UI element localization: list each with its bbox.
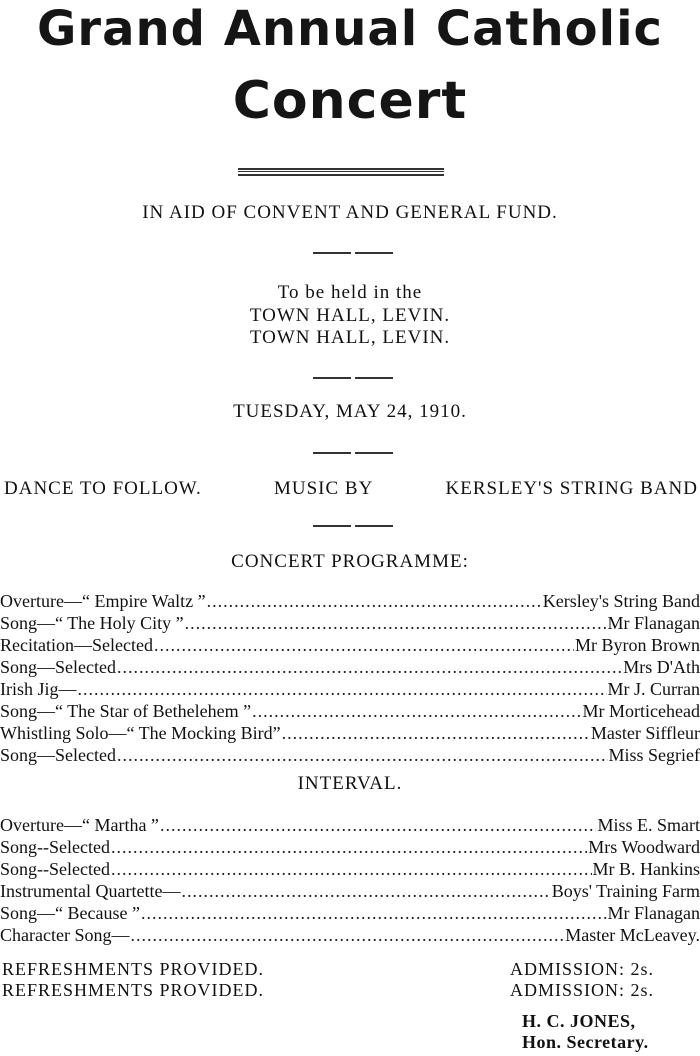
programme-row [0,590,700,612]
programme-performer: Mrs Woodward [588,837,700,857]
programme-performer: Mr Flanagan [607,903,700,923]
date-line: TUESDAY, MAY 24, 1910. [233,401,467,422]
leader-dots [141,902,607,924]
footer-line [0,959,700,980]
leader-dots [282,722,590,744]
interval-heading: INTERVAL. [297,773,403,794]
programme-item: Song--Selected [0,859,110,879]
programme-row [0,924,700,946]
programme-row [0,612,700,634]
programme-row [0,814,700,836]
programme-item: Character Song— [0,925,130,945]
short-rule [313,252,393,254]
programme-item: Overture—“ Martha ” [0,815,159,835]
short-rule [313,377,393,379]
short-rule [313,525,393,527]
programme-performer: Boys' Training Farm [551,881,700,901]
venue-intro: To be held in the [277,282,423,303]
dance-band: KERSLEY'S STRING BAND [445,478,698,499]
programme-item: Overture—“ Empire Waltz ” [0,591,206,611]
programme-row [0,744,700,766]
programme-performer: Kersley's String Band [542,591,700,611]
secretary-title: Hon. Secretary. [522,1032,649,1052]
programme-item: Song—Selected [0,657,116,677]
refreshments-text: REFRESHMENTS PROVIDED. [2,959,265,979]
double-rule [238,168,444,176]
programme-row [0,656,700,678]
programme-row [0,902,700,924]
leader-dots [207,590,542,612]
secretary-name: H. C. JONES, [522,1011,636,1031]
leader-dots [252,700,581,722]
programme-performer: Miss E. Smart [597,815,700,835]
programme-item: Song—“ The Star of Bethelehem ” [0,701,252,721]
leader-dots [111,858,592,880]
venue-line-2: TOWN HALL, LEVIN. [249,327,451,348]
leader-dots [117,744,608,766]
programme-item: Song—“ The Holy City ” [0,613,184,633]
leader-dots [117,656,622,678]
programme-item: Song—“ Because ” [0,903,140,923]
programme-row [0,722,700,744]
programme-item: Irish Jig— [0,679,77,699]
admission-text: ADMISSION: 2s. [510,959,655,979]
programme-performer: Master Siffleur [590,723,700,743]
aid-line: IN AID OF CONVENT AND GENERAL FUND. [142,202,558,223]
programme-item: Whistling Solo—“ The Mocking Bird” [0,723,281,743]
programme-row [0,700,700,722]
programme-performer: Mr Byron Brown [575,635,700,655]
footer-line [0,980,700,1001]
leader-dots [130,924,564,946]
programme-row [0,836,700,858]
programme-row [0,678,700,700]
programme-item: Instrumental Quartette— [0,881,181,901]
programme-performer: Master McLeavey. [565,925,700,945]
short-rule [313,452,393,454]
programme-performer: Mr Flanagan [607,613,700,633]
title-line-1: Grand Annual Catholic [37,1,663,57]
refreshments-text: REFRESHMENTS PROVIDED. [2,980,265,1000]
dance-line [4,478,698,500]
programme-performer: Mrs D'Ath [623,657,700,677]
title-line-2: Concert [232,71,468,131]
programme-row [0,634,700,656]
programme-performer: Mr B. Hankins [592,859,700,879]
programme-performer: Mr J. Curran [607,679,700,699]
programme-performer: Miss Segrief [608,745,700,765]
programme-item: Recitation—Selected [0,635,153,655]
leader-dots [111,836,587,858]
programme-item: Song—Selected [0,745,116,765]
dance-follow: DANCE TO FOLLOW. [4,478,202,499]
venue-line-1: TOWN HALL, LEVIN. [249,305,451,326]
leader-dots [154,634,574,656]
programme-row [0,880,700,902]
programme-part-1 [0,590,700,766]
programme-row [0,858,700,880]
leader-dots [185,612,607,634]
footer [0,959,700,1001]
programme-performer: Mr Morticehead [582,701,700,721]
leader-dots [181,880,550,902]
programme-heading: CONCERT PROGRAMME: [231,551,469,572]
programme-part-2 [0,814,700,946]
leader-dots [160,814,597,836]
admission-text: ADMISSION: 2s. [510,980,655,1000]
leader-dots [78,678,607,700]
dance-music: MUSIC BY [273,478,374,499]
programme-item: Song--Selected [0,837,110,857]
